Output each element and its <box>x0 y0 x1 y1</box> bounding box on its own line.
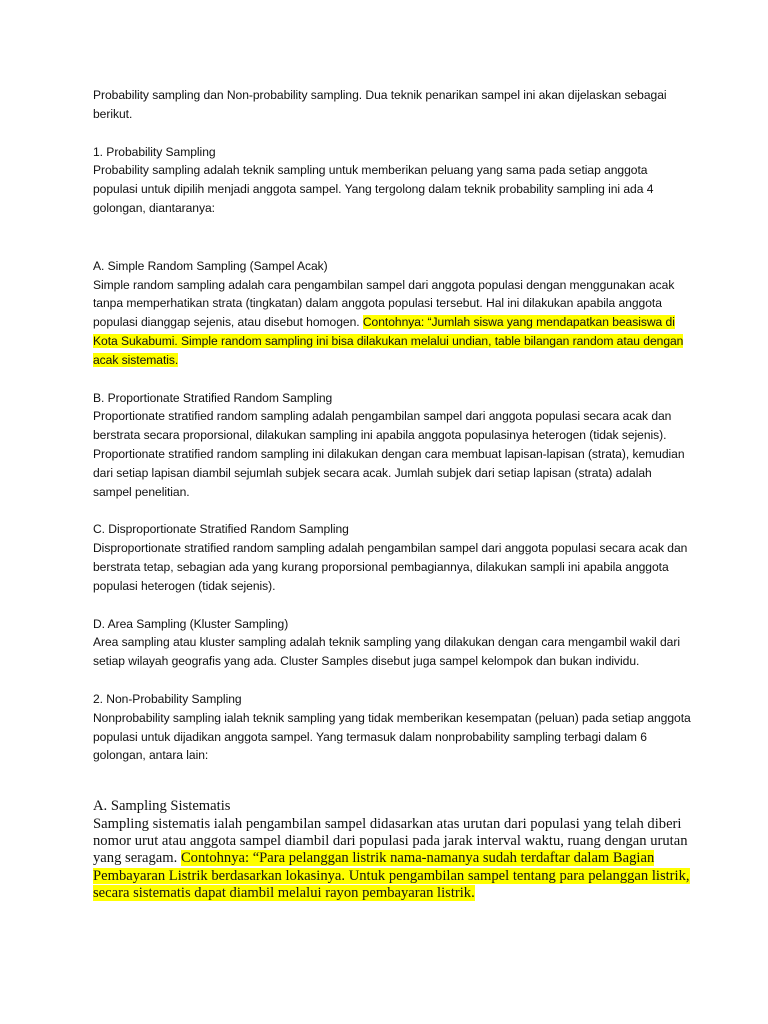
intro-paragraph: Probability sampling dan Non-probability sampling. Dua teknik penarikan sampel ini akan dijelaskan sebagai berikut. <box>93 88 667 121</box>
section-a-heading: A. Simple Random Sampling (Sampel Acak) <box>93 258 328 273</box>
spacer <box>93 671 693 690</box>
section-sistematis-heading: A. Sampling Sistematis <box>93 798 231 815</box>
section-c-heading: C. Disproportionate Stratified Random Sampling <box>93 522 349 537</box>
section-c-body: Disproportionate stratified random sampling adalah pengambilan sampel dari anggota populasi secara acak dan berstrata tetap, sebagian ada yang kurang proporsional pembagiannya, dilakukan sampli ini apabila anggota populasi heterogen (tidak sejenis). <box>93 541 688 593</box>
spacer <box>93 218 693 257</box>
section-sistematis-body <box>93 816 693 903</box>
section-sistematis-text: Sampling sistematis ialah pengambilan sampel didasarkan atas urutan dari populasi yang telah diberi nomor urut atau anggota sampel diambil dari populasi pada jarak interval waktu, ruang dengan urutan yang seragam. <box>93 815 688 867</box>
section-b-heading: B. Proportionate Stratified Random Sampling <box>93 390 333 405</box>
spacer <box>93 765 693 798</box>
section-1-heading: 1. Probability Sampling <box>93 144 216 159</box>
spacer <box>93 124 693 143</box>
spacer <box>93 596 693 615</box>
section-sistematis-highlight: Contohnya: “Para pelanggan listrik nama-namanya sudah terdaftar dalam Bagian Pembayaran Listrik berdasarkan lokasinya. Untuk pengambilan sampel tentang para pelanggan listrik, secara sistematis dapat diambil melalui rayon pembayaran listrik. <box>93 850 690 902</box>
spacer <box>93 501 693 520</box>
section-a-body <box>93 276 693 370</box>
document-page <box>93 86 693 903</box>
section-b-body: Proportionate stratified random sampling adalah pengambilan sampel dari anggota populasi secara acak dan berstrata secara proporsional, dilakukan sampling ini apabila anggota populasinya heterogen (tidak sejenis). Proportionate stratified random sampling ini dilakukan dengan cara membuat lapisan-lapisan (strata), kemudian dari setiap lapisan diambil sejumlah subjek secara acak. Jumlah subjek dari setiap lapisan (strata) adalah sampel penelitian. <box>93 409 685 499</box>
section-d-heading: D. Area Sampling (Kluster Sampling) <box>93 616 289 631</box>
section-2-body: Nonprobability sampling ialah teknik sampling yang tidak memberikan kesempatan (peluan) pada setiap anggota populasi untuk dijadikan anggota sampel. Yang termasuk dalam nonprobability sampling terbagi dalam 6 golongan, antara lain: <box>93 710 691 763</box>
section-2-heading: 2. Non-Probability Sampling <box>93 691 242 706</box>
section-a-text: Simple random sampling adalah cara pengambilan sampel dari anggota populasi dengan menggunakan acak tanpa memperhatikan strata (tingkatan) dalam anggota populasi tersebut. Hal ini dilakukan apabila anggota populasi dianggap sejenis, atau disebut homogen. <box>93 277 675 330</box>
section-1-body: Probability sampling adalah teknik sampling untuk memberikan peluang yang sama pada setiap anggota populasi untuk dipilih menjadi anggota sampel. Yang tergolong dalam teknik probability sampling ini ada 4 golongan, diantaranya: <box>93 163 654 215</box>
spacer <box>93 370 693 389</box>
section-d-body: Area sampling atau kluster sampling adalah teknik sampling yang dilakukan dengan cara mengambil wakil dari setiap wilayah geografis yang ada. Cluster Samples disebut juga sampel kelompok dan bukan individu. <box>93 635 680 669</box>
section-a-highlight: Contohnya: “Jumlah siswa yang mendapatkan beasiswa di Kota Sukabumi. Simple random sampling ini bisa dilakukan melalui undian, table bilangan random atau dengan acak sistematis. <box>93 315 684 367</box>
